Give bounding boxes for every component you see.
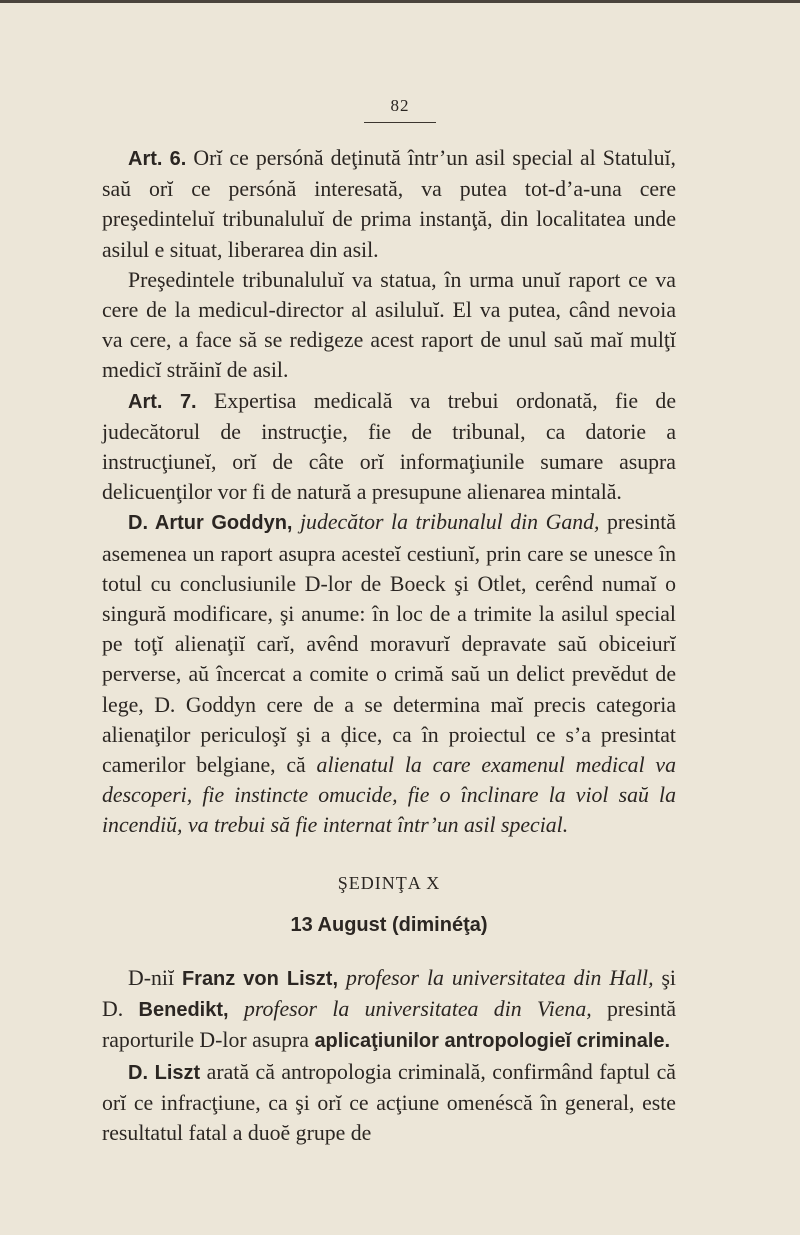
section-subtitle: 13 August (diminéţa) [290, 913, 488, 936]
italic-run: alienatul la care examenul medical va descoperi, fie instincte omucide, fie o înclinare la viol saŭ la incendiŭ, va trebui să fie internat într’un asil special. [102, 753, 677, 838]
paragraphs-after-section [102, 963, 676, 1148]
section-title: ŞEDINŢA X [337, 872, 441, 893]
text-run: Preşedintele tribunaluluĭ va statua, în urma unuĭ raport ce va cere de la medicul-director al asiluluĭ. El va putea, când nevoia va cere, a face să se redigeze acest raport de unul saŭ maĭ mulţĭ medicĭ străinĭ de asil. [102, 267, 676, 383]
paragraphs-before-section [102, 143, 676, 841]
text-run [292, 510, 300, 534]
text-run: arată că antropologia criminală, confirmând faptul că orĭ ce infracţiune, ca şi orĭ ce acţiune omenéscă în general, este resultatul fatal a duoĕ grupe de [102, 1059, 676, 1146]
paragraph [102, 507, 676, 840]
bold-run: Art. 7. [128, 390, 197, 413]
italic-run: judecător la tribunalul din Gand, [300, 510, 600, 535]
page-number: 82 [390, 96, 410, 115]
bold-run: Benedikt, [138, 999, 229, 1022]
text-run [338, 966, 346, 990]
italic-run: profesor la universitatea din Viena, [243, 997, 592, 1022]
text-run: presintă raporturile D-lor asupra [102, 997, 677, 1053]
bold-run: D. Liszt [128, 1061, 201, 1084]
bold-run: aplicaţiunilor antropologieĭ criminale. [314, 1030, 671, 1053]
paragraph [102, 386, 676, 508]
paragraph [102, 265, 676, 386]
paragraph [102, 963, 676, 1057]
italic-run: profesor la universitatea din Hall, [345, 966, 654, 991]
text-run: Orĭ ce persónă deţinută într’un asil special al Statuluĭ, saŭ orĭ ce persónă interesată, va putea tot-d’a-una cere preşedinteluĭ tribunaluluĭ de prima instanţă, din localitatea unde asilul e situat, liberarea din asil. [102, 146, 676, 262]
text-run: D-niĭ [128, 966, 182, 991]
paragraph [102, 1057, 676, 1149]
body-text [102, 143, 676, 1148]
bold-run: Franz von Liszt, [181, 968, 339, 991]
text-run: presintă asemenea un raport asupra acesteĭ cestiunĭ, prin care se unesce în totul cu conclusiunile D-lor de Boeck şi Otlet, cerênd numaĭ o singură modificare, şi anume: în loc de a trimite la asilul special pe toţĭ alienaţiĭ carĭ, avênd moravurĭ depravate saŭ obiceiurĭ perverse, aŭ încercat a comite o crimă saŭ un delict prevĕdut de lege, D. Goddyn cere de a se determina maĭ precis categoria alienaţilor periculoşĭ şi a ḑice, ca în proiectul ce s’a presintat camerilor belgiane, că [102, 510, 676, 778]
text-run: Expertisa medicală va trebui ordonată, fie de judecătorul de instrucţie, fie de tribunal, ca datorie a instrucţiuneĭ, orĭ de câte orĭ informaţiunile sumare asupra delicuenţilor vor fi de natură a presupune alienarea mintală. [102, 388, 676, 505]
top-border-rule [0, 0, 800, 3]
bold-run: D. Artur Goddyn, [128, 512, 293, 535]
bold-run: Art. 6. [128, 148, 187, 170]
text-run: şi D. [102, 966, 676, 1022]
text-run [229, 997, 244, 1021]
paragraph [102, 143, 676, 265]
page-number-rule [364, 122, 436, 123]
